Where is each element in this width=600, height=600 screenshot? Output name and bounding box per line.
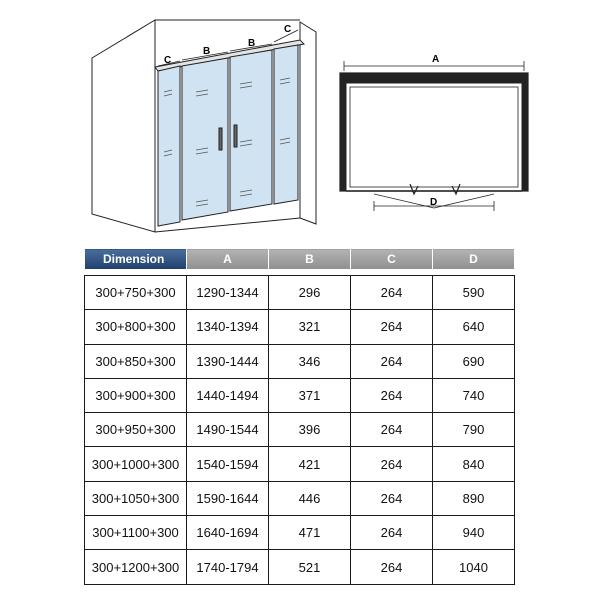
table-row [85,481,515,515]
cell-a: 1290-1344 [187,276,269,310]
cell-c: 264 [351,550,433,584]
cell-dimension: 300+1200+300 [85,550,187,584]
cell-a: 1440-1494 [187,378,269,412]
cell-b: 346 [269,344,351,378]
table-header-row [85,249,515,270]
table-row [85,310,515,344]
cell-a: 1740-1794 [187,550,269,584]
cell-b: 296 [269,276,351,310]
table-row [85,378,515,412]
table-row [85,550,515,584]
cell-dimension: 300+750+300 [85,276,187,310]
cell-c: 264 [351,447,433,481]
cell-dimension: 300+1050+300 [85,481,187,515]
header-b: B [269,249,351,270]
cell-b: 521 [269,550,351,584]
cell-c: 264 [351,481,433,515]
dimension-table [84,248,515,585]
cell-d: 840 [433,447,515,481]
door-handle-right [234,125,237,147]
cell-dimension: 300+1000+300 [85,447,187,481]
cell-c: 264 [351,413,433,447]
cell-d: 640 [433,310,515,344]
header-dimension: Dimension [85,249,187,270]
header-a: A [187,249,269,270]
left-wall [92,20,155,232]
cell-c: 264 [351,344,433,378]
shower-diagram [0,0,600,240]
door-handle-left [219,128,222,150]
cell-dimension: 300+900+300 [85,378,187,412]
label-b-left: B [203,46,211,57]
label-d: D [430,197,438,208]
header-c: C [351,249,433,270]
glass-panel-fixed-right [274,45,298,204]
cell-a: 1540-1594 [187,447,269,481]
cell-a: 1590-1644 [187,481,269,515]
right-wall [300,22,316,224]
table-row [85,447,515,481]
cell-a: 1340-1394 [187,310,269,344]
cell-dimension: 300+850+300 [85,344,187,378]
cell-c: 264 [351,276,433,310]
label-a: A [432,54,440,65]
cell-b: 471 [269,516,351,550]
cell-b: 446 [269,481,351,515]
cell-d: 790 [433,413,515,447]
cell-d: 590 [433,276,515,310]
table-row [85,276,515,310]
cell-b: 321 [269,310,351,344]
cell-b: 421 [269,447,351,481]
cell-dimension: 300+950+300 [85,413,187,447]
cell-d: 690 [433,344,515,378]
label-c-right: C [284,24,292,35]
cell-dimension: 300+800+300 [85,310,187,344]
cell-b: 396 [269,413,351,447]
table-row [85,344,515,378]
label-b-right: B [248,38,256,49]
header-d: D [433,249,515,270]
cell-c: 264 [351,310,433,344]
label-c: C [164,55,172,66]
cell-a: 1390-1444 [187,344,269,378]
top-frame [340,73,528,191]
cell-a: 1640-1694 [187,516,269,550]
cell-d: 1040 [433,550,515,584]
cell-dimension: 300+1100+300 [85,516,187,550]
cell-d: 940 [433,516,515,550]
cell-c: 264 [351,378,433,412]
cell-c: 264 [351,516,433,550]
cell-d: 740 [433,378,515,412]
cell-d: 890 [433,481,515,515]
cell-a: 1490-1544 [187,413,269,447]
glass-panel-fixed-left [158,66,180,226]
enclosure-top-view [340,61,528,211]
table-row [85,516,515,550]
table-row [85,413,515,447]
cell-b: 371 [269,378,351,412]
